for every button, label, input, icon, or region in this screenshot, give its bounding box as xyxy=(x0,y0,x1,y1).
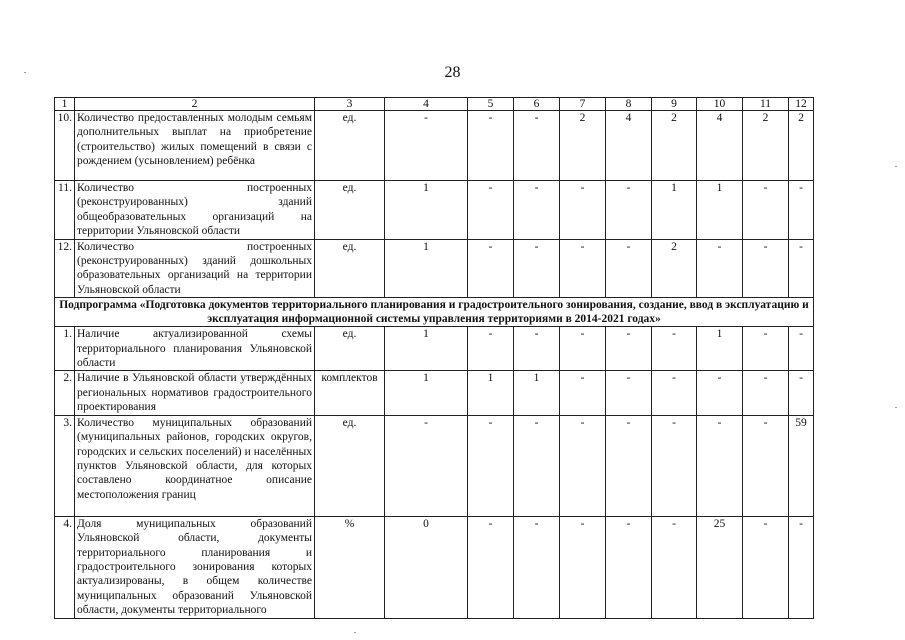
indicator-value: - xyxy=(468,181,514,240)
indicator-value: - xyxy=(385,111,468,181)
indicator-value: - xyxy=(697,371,743,415)
page-number: 28 xyxy=(444,64,461,81)
indicator-value: - xyxy=(606,371,652,415)
subprogram-row xyxy=(55,298,814,327)
indicator-value: 2 xyxy=(743,111,789,181)
indicator-value: - xyxy=(514,415,560,516)
indicator-value: - xyxy=(652,415,697,516)
indicator-value: 1 xyxy=(468,371,514,415)
scan-speck xyxy=(24,72,26,73)
indicator-value: 1 xyxy=(697,327,743,371)
unit-of-measure: ед. xyxy=(315,327,385,371)
indicator-value: 1 xyxy=(385,371,468,415)
scan-speck xyxy=(895,166,897,167)
indicator-value: - xyxy=(468,327,514,371)
indicator-value: - xyxy=(560,371,606,415)
table-row xyxy=(55,111,814,181)
indicator-value: - xyxy=(789,327,814,371)
indicator-value: 4 xyxy=(697,111,743,181)
column-number: 4 xyxy=(385,98,468,111)
indicator-value: - xyxy=(743,327,789,371)
indicator-value: - xyxy=(652,327,697,371)
indicator-name: Количество муниципальных образований (муниципальных районов, городских округов, городских и сельских поселений) и населённых пунктов Ульяновской области, для которых составлено координатное описание местоположения границ xyxy=(75,415,315,516)
table-row xyxy=(55,516,814,618)
row-number: 12. xyxy=(55,239,75,298)
indicator-value: - xyxy=(743,239,789,298)
indicator-value: 2 xyxy=(560,111,606,181)
scan-speck xyxy=(354,632,356,633)
indicator-value: - xyxy=(560,239,606,298)
indicator-value: - xyxy=(606,415,652,516)
indicator-value: - xyxy=(652,516,697,618)
indicator-name: Наличие в Ульяновской области утверждённых региональных нормативов градостроительного проектирования xyxy=(75,371,315,415)
table-row xyxy=(55,239,814,298)
column-number: 6 xyxy=(514,98,560,111)
column-number: 10 xyxy=(697,98,743,111)
indicator-value: - xyxy=(606,239,652,298)
column-number: 7 xyxy=(560,98,606,111)
indicator-value: 1 xyxy=(385,327,468,371)
indicator-value: 1 xyxy=(652,181,697,240)
column-number: 2 xyxy=(75,98,315,111)
indicator-value: - xyxy=(606,516,652,618)
indicator-value: - xyxy=(468,516,514,618)
indicator-name: Количество построенных (реконструированных) зданий дошкольных образовательных организаций на территории Ульяновской области xyxy=(75,239,315,298)
indicator-value: 1 xyxy=(697,181,743,240)
table-row xyxy=(55,327,814,371)
indicator-value: 59 xyxy=(789,415,814,516)
indicator-value: 2 xyxy=(789,111,814,181)
unit-of-measure: ед. xyxy=(315,111,385,181)
indicator-value: - xyxy=(789,371,814,415)
unit-of-measure: ед. xyxy=(315,239,385,298)
indicator-name: Количество предоставленных молодым семьям дополнительных выплат на приобретение (строительство) жилых помещений в связи с рождением (усыновлением) ребёнка xyxy=(75,111,315,181)
subprogram-title: Подпрограмма «Подготовка документов территориального планирования и градостроительного зонирования, создание, ввод в эксплуатацию и эксплуатация информационной системы управления территориями в 2014-2021 годах» xyxy=(55,298,814,327)
column-number: 9 xyxy=(652,98,697,111)
table-row xyxy=(55,415,814,516)
unit-of-measure: комплектов xyxy=(315,371,385,415)
indicator-name: Количество построенных (реконструированных) зданий общеобразовательных организаций на территории Ульяновской области xyxy=(75,181,315,240)
indicator-value: - xyxy=(514,239,560,298)
unit-of-measure: ед. xyxy=(315,415,385,516)
indicator-value: - xyxy=(789,239,814,298)
indicator-value: - xyxy=(468,239,514,298)
indicator-value: - xyxy=(385,415,468,516)
indicator-value: - xyxy=(743,415,789,516)
column-number: 12 xyxy=(789,98,814,111)
indicator-value: - xyxy=(560,516,606,618)
table-row xyxy=(55,371,814,415)
indicator-value: 2 xyxy=(652,111,697,181)
indicator-value: - xyxy=(652,371,697,415)
indicators-table xyxy=(54,97,814,619)
indicator-value: 4 xyxy=(606,111,652,181)
row-number: 10. xyxy=(55,111,75,181)
indicator-value: - xyxy=(697,415,743,516)
indicator-value: 1 xyxy=(385,239,468,298)
indicator-value: 2 xyxy=(652,239,697,298)
indicator-value: - xyxy=(743,516,789,618)
column-number: 3 xyxy=(315,98,385,111)
unit-of-measure: % xyxy=(315,516,385,618)
row-number: 11. xyxy=(55,181,75,240)
row-number: 3. xyxy=(55,415,75,516)
indicator-value: 25 xyxy=(697,516,743,618)
indicator-value: - xyxy=(468,415,514,516)
indicator-value: - xyxy=(514,327,560,371)
indicator-value: - xyxy=(789,516,814,618)
indicator-value: - xyxy=(606,327,652,371)
column-number: 11 xyxy=(743,98,789,111)
table-body xyxy=(55,98,814,619)
indicator-value: - xyxy=(789,181,814,240)
table-row xyxy=(55,181,814,240)
unit-of-measure: ед. xyxy=(315,181,385,240)
row-number: 1. xyxy=(55,327,75,371)
column-number: 5 xyxy=(468,98,514,111)
indicator-value: 1 xyxy=(514,371,560,415)
indicator-value: - xyxy=(468,111,514,181)
indicator-value: - xyxy=(606,181,652,240)
indicator-value: - xyxy=(560,415,606,516)
indicator-value: 1 xyxy=(385,181,468,240)
indicator-value: - xyxy=(743,181,789,240)
indicator-value: - xyxy=(697,239,743,298)
indicator-name: Доля муниципальных образований Ульяновской области, документы территориального планирования и градостроительного зонирования которых актуализированы, в общем количестве муниципальных образований Ульяновской области, документы территориального xyxy=(75,516,315,618)
indicator-name: Наличие актуализированной схемы территориального планирования Ульяновской области xyxy=(75,327,315,371)
indicator-value: - xyxy=(514,181,560,240)
column-number: 8 xyxy=(606,98,652,111)
indicator-value: - xyxy=(514,111,560,181)
indicator-value: - xyxy=(560,181,606,240)
row-number: 2. xyxy=(55,371,75,415)
indicator-value: 0 xyxy=(385,516,468,618)
column-number-row xyxy=(55,98,814,111)
indicator-value: - xyxy=(560,327,606,371)
row-number: 4. xyxy=(55,516,75,618)
column-number: 1 xyxy=(55,98,75,111)
indicator-value: - xyxy=(514,516,560,618)
indicator-value: - xyxy=(743,371,789,415)
scan-speck xyxy=(895,407,897,408)
